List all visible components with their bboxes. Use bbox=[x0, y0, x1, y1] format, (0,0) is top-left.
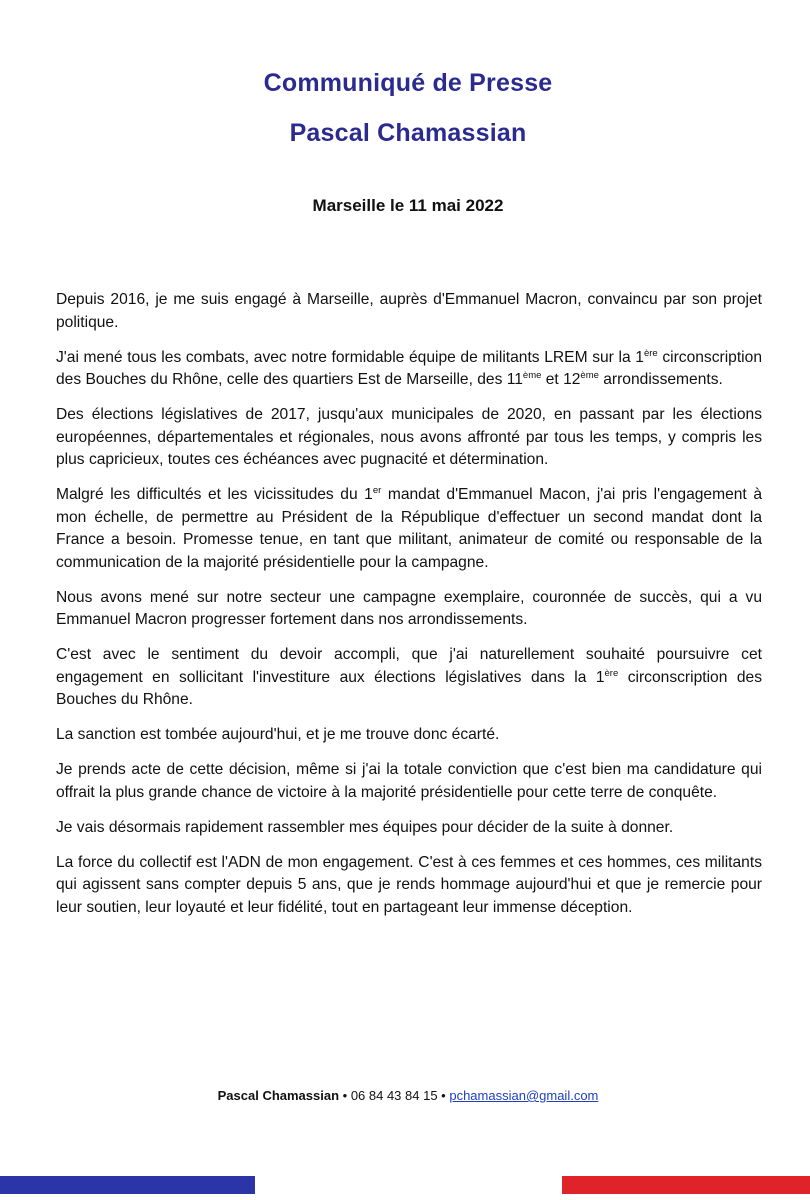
document-header bbox=[0, 68, 810, 148]
paragraph-text: mandat d'Emmanuel Macon, j'ai pris l'engagement à mon échelle, de permettre au Président de la République d'effectuer un second mandat dont la France a besoin. Promesse tenue, en tant que militant, animateur de comité ou responsable de la communication de la majorité présidentielle pour la campagne. bbox=[56, 486, 762, 571]
paragraph-text: C'est avec le sentiment du devoir accompli, que j'ai naturellement souhaité poursuivre cet engagement en sollicitant l'investiture aux élections législatives dans la 1 bbox=[56, 646, 762, 686]
ordinal-superscript: ère bbox=[643, 347, 658, 359]
footer-phone: 06 84 43 84 15 bbox=[350, 1088, 438, 1103]
paragraph bbox=[56, 347, 762, 392]
paragraph: Des élections législatives de 2017, jusqu'aux municipales de 2020, en passant par les élections européennes, départementales et régionales, nous avons affronté par tous les temps, y compris les plus capricieux, toutes ces échéances avec pugnacité et détermination. bbox=[56, 406, 762, 468]
flag-red-bar bbox=[562, 1176, 810, 1194]
footer-name: Pascal Chamassian bbox=[217, 1088, 340, 1103]
author-title: Pascal Chamassian bbox=[289, 119, 527, 147]
paragraph: Je prends acte de cette décision, même si j'ai la totale conviction que c'est bien ma candidature qui offrait la plus grande chance de victoire à la majorité présidentielle pour cette terre de conquête. bbox=[56, 761, 762, 801]
paragraph-text: circonscription des Bouches du Rhône. bbox=[56, 668, 762, 708]
email-link[interactable]: pchamassian@gmail.com bbox=[449, 1088, 599, 1103]
ordinal-superscript: ère bbox=[604, 667, 619, 679]
flag-blue-bar bbox=[0, 1176, 255, 1194]
dateline: Marseille le 11 mai 2022 bbox=[312, 196, 504, 215]
paragraph-text: circonscription des Bouches du Rhône, celle des quartiers Est de Marseille, des 11 bbox=[56, 348, 762, 388]
paragraph-text: J'ai mené tous les combats, avec notre formidable équipe de militants LREM sur la 1 bbox=[56, 348, 644, 366]
ordinal-superscript: ème bbox=[522, 369, 542, 381]
paragraph-text: arrondissements. bbox=[598, 371, 723, 388]
document-body bbox=[56, 289, 762, 932]
paragraph-text: et 12 bbox=[541, 371, 581, 388]
document-title: Communiqué de Presse bbox=[263, 69, 553, 97]
paragraph: La sanction est tombée aujourd'hui, et je me trouve donc écarté. bbox=[56, 726, 500, 743]
contact-footer bbox=[0, 1086, 810, 1106]
paragraph: Je vais désormais rapidement rassembler mes équipes pour décider de la suite à donner. bbox=[56, 818, 674, 836]
footer-separator: • bbox=[339, 1088, 351, 1103]
paragraph-text: Malgré les difficultés et les vicissitudes du 1 bbox=[56, 486, 373, 503]
footer-separator: • bbox=[437, 1088, 450, 1103]
paragraph: Nous avons mené sur notre secteur une campagne exemplaire, couronnée de succès, qui a vu Emmanuel Macron progresser fortement dans nos arrondissements. bbox=[56, 588, 762, 628]
ordinal-superscript: er bbox=[372, 484, 382, 496]
paragraph bbox=[56, 484, 762, 574]
paragraph: La force du collectif est l'ADN de mon engagement. C'est à ces femmes et ces hommes, ces militants qui agissent sans compter depuis 5 ans, que je rends hommage aujourd'hui et que je remercie pour leur soutien, leur loyauté et leur fidélité, tout en partageant leur immense déception. bbox=[56, 853, 762, 916]
paragraph: Depuis 2016, je me suis engagé à Marseille, auprès d'Emmanuel Macron, convaincu par son projet politique. bbox=[56, 291, 762, 331]
paragraph bbox=[56, 644, 762, 712]
ordinal-superscript: ème bbox=[580, 369, 599, 381]
